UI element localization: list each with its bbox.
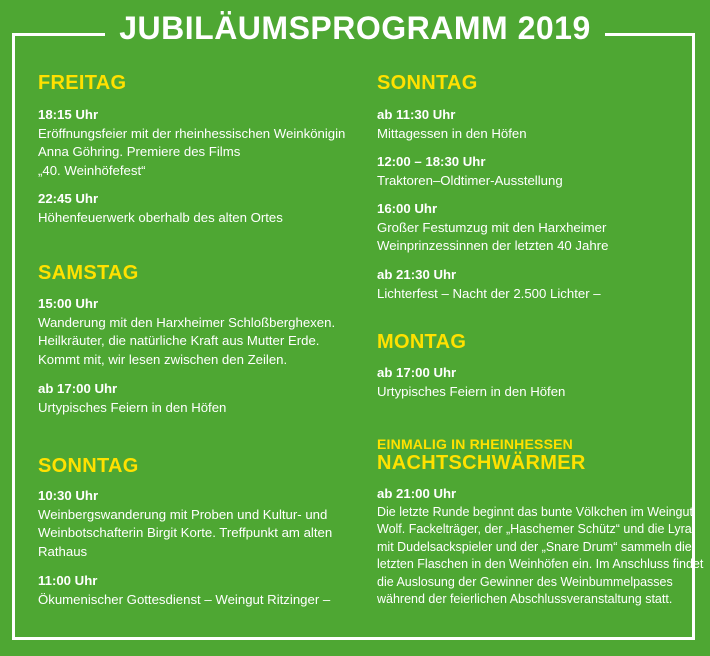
entry-line: Die letzte Runde beginnt das bunte Völkchen im Weingut [377, 504, 693, 519]
day-heading-freitag: FREITAG [38, 72, 127, 94]
entry-time: 10:30 Uhr [38, 488, 99, 503]
entry-line: Urtypisches Feiern in den Höfen [38, 399, 227, 415]
entry-line: letzten Flaschen in den Weinhöfen ein. Im Anschluss findet [377, 557, 704, 572]
entry-time: 12:00 – 18:30 Uhr [377, 154, 486, 169]
entry-line: Großer Festumzug mit den Harxheimer [377, 219, 607, 235]
entry-time: 15:00 Uhr [38, 296, 99, 311]
entry-line: „40. Weinhöfefest“ [38, 162, 146, 178]
entry-time: ab 21:30 Uhr [377, 267, 457, 282]
entry-line: Rathaus [38, 543, 88, 559]
day-heading-montag: MONTAG [377, 331, 467, 353]
special-label: EINMALIG IN RHEINHESSEN [377, 436, 573, 452]
day-heading-sonntag: SONNTAG [377, 72, 478, 94]
entry-line: Anna Göhring. Premiere des Films [38, 144, 241, 159]
program-entry [377, 485, 703, 609]
entry-line: Heilkräuter, die natürliche Kraft aus Mutter Erde. [38, 333, 320, 348]
program-entry [377, 153, 563, 190]
entry-time: ab 17:00 Uhr [377, 365, 457, 380]
entry-line: mit Dudelsackspieler und der „Snare Drum“ sammeln die [377, 539, 692, 554]
day-heading-nachtschwaermer: NACHTSCHWÄRMER [377, 452, 586, 474]
day-heading-sonntag: SONNTAG [38, 455, 139, 477]
program-entry [377, 364, 565, 401]
entry-line: während der feierlichen Abschlussveranstaltung statt. [377, 592, 673, 607]
entry-line: Urtypisches Feiern in den Höfen [377, 383, 566, 399]
entry-line: Kommt mit, wir lesen zwischen den Zeilen. [38, 351, 288, 367]
entry-time: ab 21:00 Uhr [377, 486, 457, 501]
entry-time: ab 11:30 Uhr [377, 107, 456, 122]
entry-line: Höhenfeuerwerk oberhalb des alten Ortes [38, 209, 283, 225]
page-title: JUBILÄUMSPROGRAMM 2019 [105, 6, 605, 50]
entry-time: ab 17:00 Uhr [38, 381, 118, 396]
program-entry [38, 572, 330, 609]
program-entry [38, 487, 332, 561]
program-entry [377, 106, 527, 143]
entry-time: 22:45 Uhr [38, 191, 99, 206]
entry-time: 18:15 Uhr [38, 107, 99, 122]
entry-line: Traktoren–Oldtimer-Ausstellung [377, 172, 563, 188]
program-entry [38, 380, 226, 417]
day-heading-samstag: SAMSTAG [38, 262, 139, 284]
program-entry [377, 200, 608, 256]
entry-line: Lichterfest – Nacht der 2.500 Lichter – [377, 285, 601, 301]
entry-line: Eröffnungsfeier mit der rheinhessischen Weinkönigin [38, 125, 346, 141]
entry-line: Ökumenischer Gottesdienst – Weingut Ritzinger – [38, 591, 331, 607]
program-entry [38, 190, 283, 227]
entry-line: Wanderung mit den Harxheimer Schloßberghexen. [38, 314, 336, 330]
entry-line: Wolf. Fackelträger, der „Haschemer Schütz“ und die Lyra [377, 522, 692, 537]
entry-line: Mittagessen in den Höfen [377, 125, 527, 141]
entry-line: Weinprinzessinnen der letzten 40 Jahre [377, 238, 609, 253]
title-wrap [0, 6, 710, 50]
entry-line: Weinbotschafterin Birgit Korte. Treffpunkt am alten [38, 525, 333, 540]
entry-line: Weinbergswanderung mit Proben und Kultur- und [38, 506, 328, 522]
program-entry [38, 295, 335, 369]
entry-time: 16:00 Uhr [377, 201, 438, 216]
entry-time: 11:00 Uhr [38, 573, 98, 588]
program-entry [377, 266, 601, 303]
entry-line: die Auslosung der Gewinner des Weinbummelpasses [377, 574, 673, 589]
program-entry [38, 106, 345, 180]
